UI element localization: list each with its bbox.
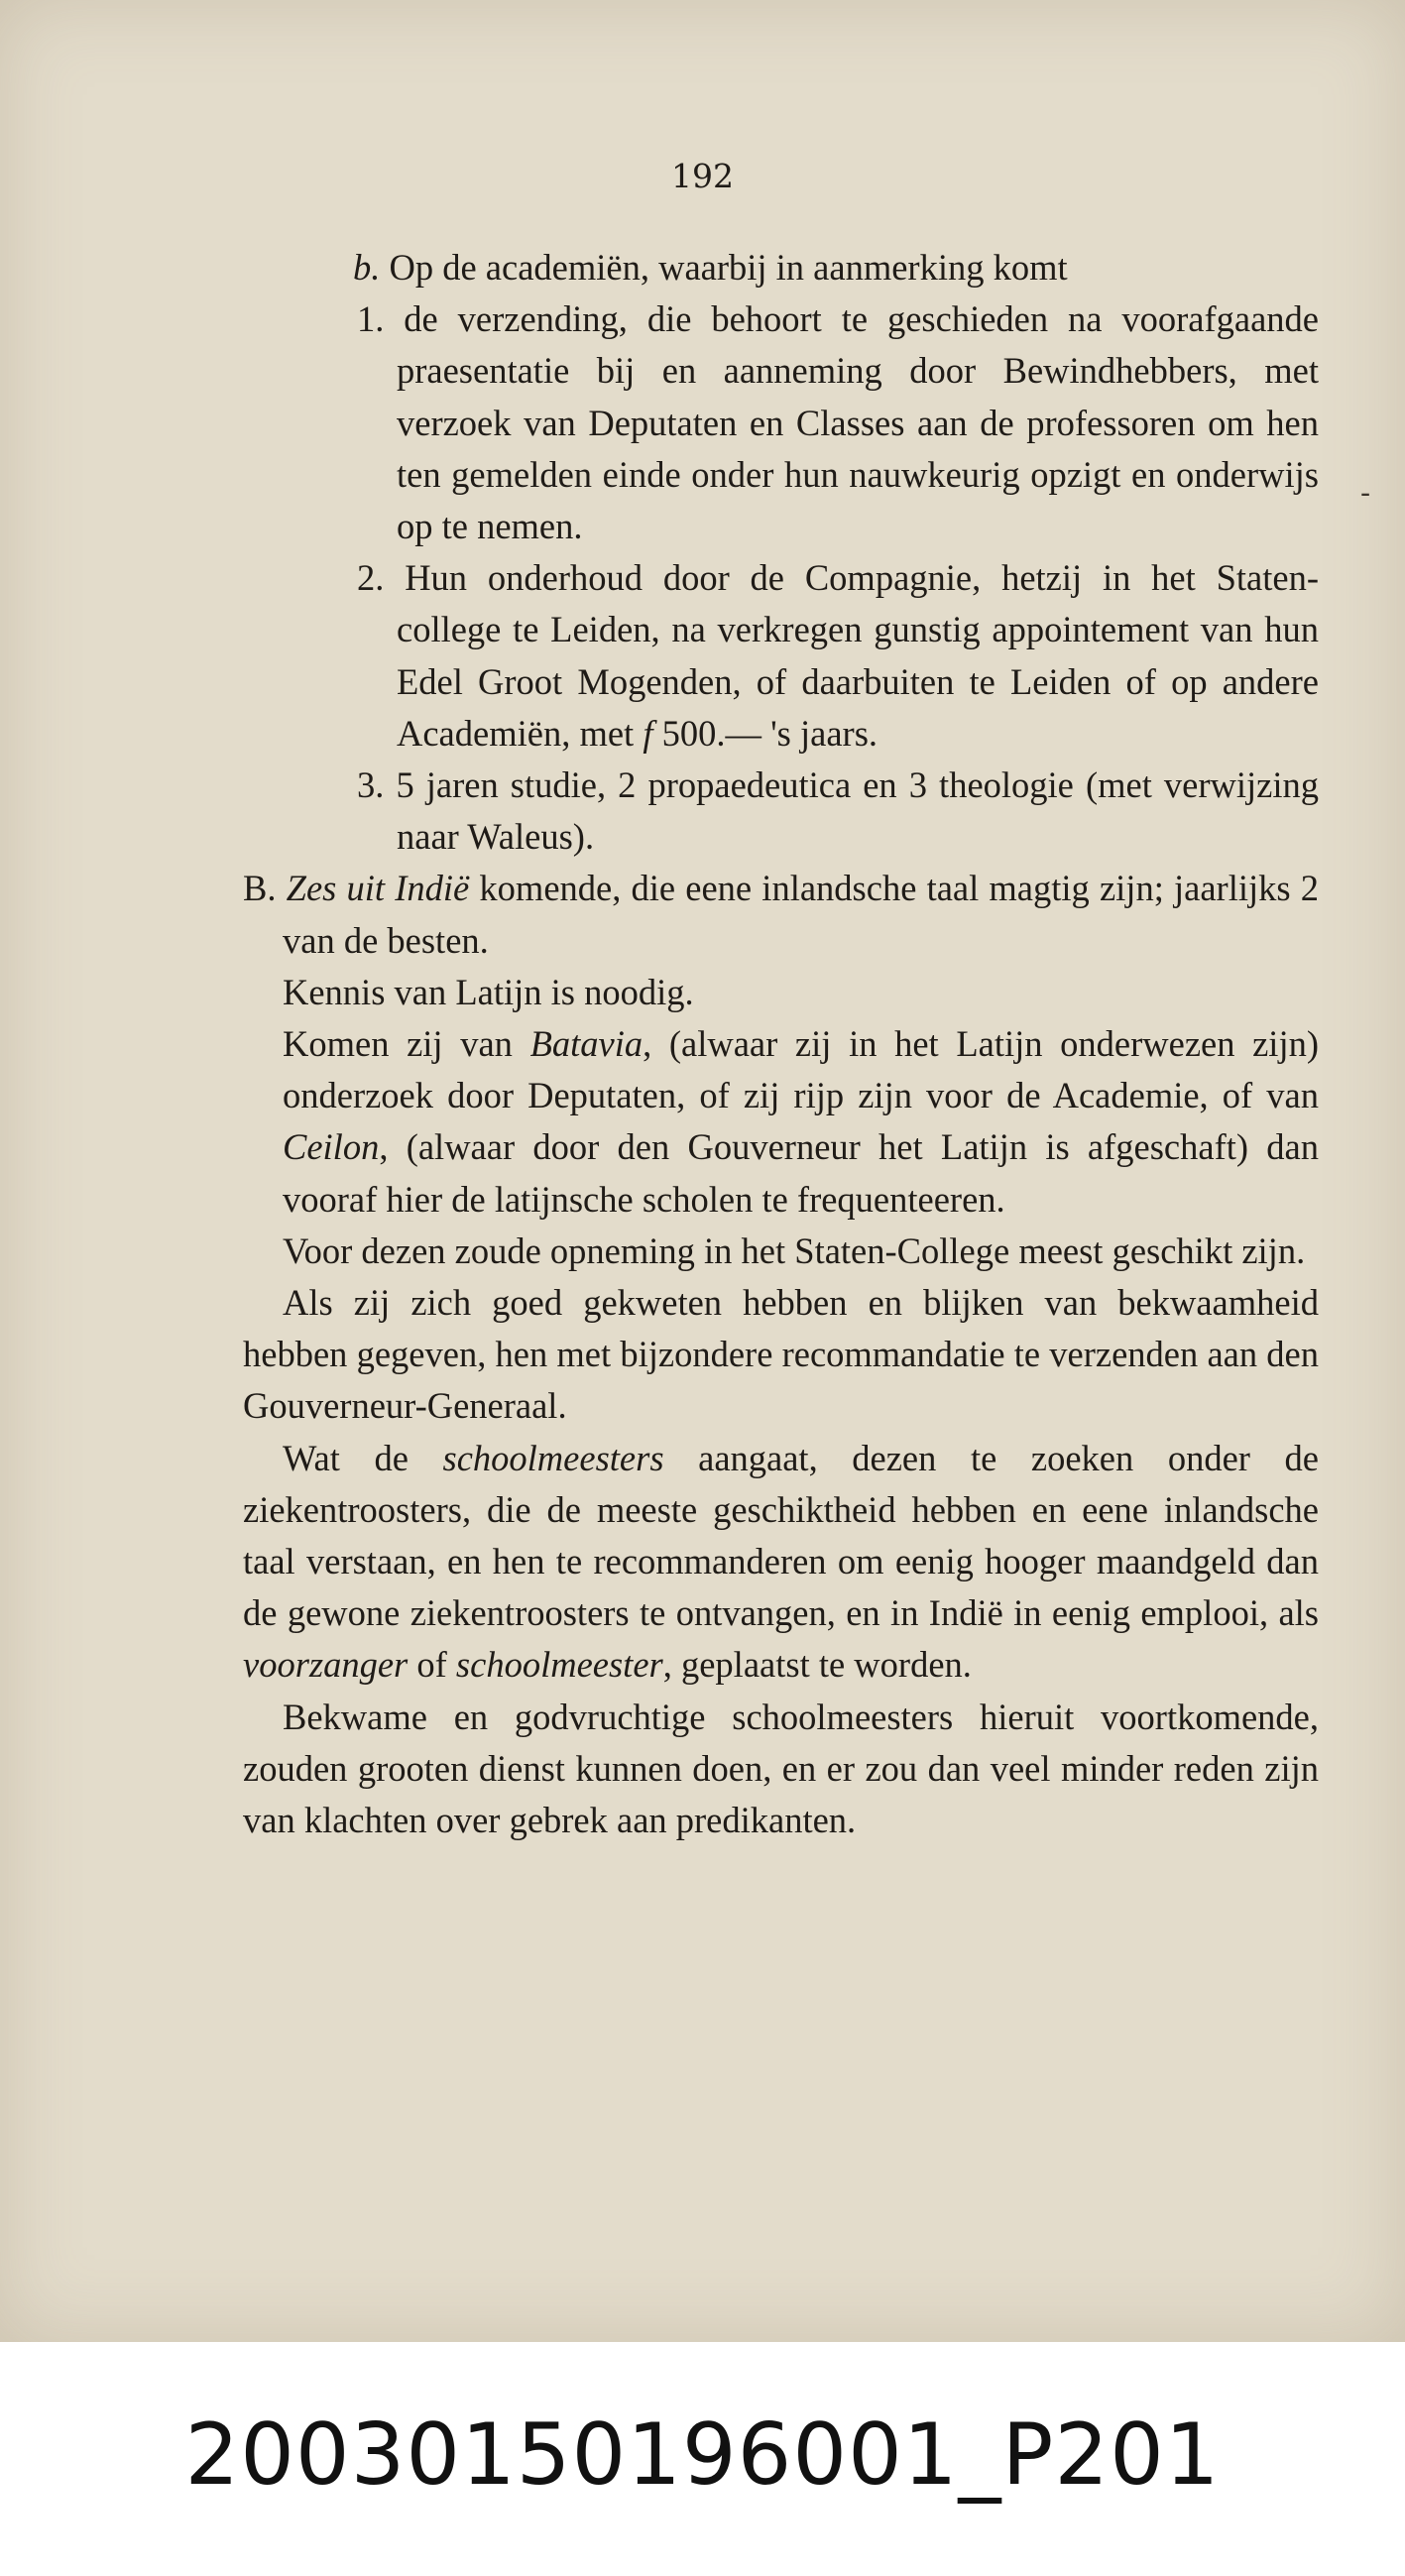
text-run: komende, die eene inlandsche taal magtig zijn; jaarlijks 2 van de besten.	[283, 868, 1320, 961]
text-run: aangaat, dezen te zoeken onder de ziekentroosters, die de meeste geschiktheid hebben en eene inlandsche taal verstaan, en hen te recommanderen om eenig hooger maandgeld dan de gewone ziekentroosters te ontvangen, en in Indië in eenig emplooi, als	[243, 1437, 1319, 1634]
scan-identifier: 20030150196001_P201	[184, 2405, 1221, 2505]
text-run: 1. de verzending, die behoort te geschieden na voorafgaande praesentatie bij en aanneming door Bewindhebbers, met verzoek van Deputaten en Classes aan de professoren om hen ten gemelden einde onder hun nauwkeurig opzigt en onderwijs op te nemen.	[357, 298, 1319, 547]
text-run: Als zij zich goed gekweten hebben en blijken van bekwaamheid hebben gegeven, hen met bijzondere recommandatie te verzenden aan den Gouverneur-Generaal.	[243, 1282, 1319, 1427]
text-run: 3. 5 jaren studie, 2 propaedeutica en 3 theologie (met verwijzing naar Waleus).	[357, 764, 1319, 858]
text-run: of	[408, 1644, 456, 1686]
section-b-heading	[243, 242, 1319, 293]
italic-run: schoolmeester	[455, 1644, 663, 1686]
text-run: , (alwaar zij in het Latijn onderwezen zijn) onderzoek door Deputaten, of zij rijp zijn voor de Academie, of van	[283, 1023, 1319, 1116]
section-B-latin-note	[243, 967, 1319, 1018]
italic-run: Batavia	[529, 1023, 644, 1065]
text-run: Kennis van Latijn is noodig.	[283, 971, 694, 1012]
text-run: 500.— 's jaars.	[652, 712, 878, 754]
paragraph-voor-dezen	[243, 1226, 1319, 1277]
text-run: 2. Hun onderhoud door de Compagnie, hetzij in het Staten-college te Leiden, na verkregen gunstig appointement van hun Edel Groot Mogenden, of daarbuiten te Leiden of op andere Academiën, met	[357, 557, 1319, 754]
paragraph-bekwame	[243, 1692, 1319, 1847]
text-run: Bekwame en godvruchtige schoolmeesters hieruit voortkomende, zouden grooten dienst kunnen doen, en er zou dan veel minder reden zijn van klachten over gebrek aan predikanten.	[243, 1696, 1319, 1841]
text-run: , (alwaar door den Gouverneur het Latijn is afgeschaft) dan vooraf hier de latijnsche scholen te frequenteeren.	[283, 1126, 1319, 1220]
section-B-heading	[243, 863, 1319, 966]
text-run: Komen zij van	[283, 1023, 530, 1065]
section-b-item-2	[243, 552, 1319, 760]
text-run: , geplaatst te worden.	[662, 1644, 972, 1686]
page-number: 192	[671, 157, 734, 195]
text-run: Voor dezen zoude opneming in het Staten-College meest geschikt zijn.	[283, 1229, 1306, 1271]
paragraph-als-zij	[243, 1277, 1319, 1433]
body-text	[243, 242, 1319, 1846]
italic-run: voorzanger	[243, 1644, 409, 1686]
text-run: Op de academiën, waarbij in aanmerking komt	[380, 247, 1068, 288]
section-b-item-1	[243, 293, 1319, 552]
paragraph-schoolmeesters	[243, 1433, 1319, 1692]
section-b-item-3	[243, 760, 1319, 863]
text-run: B.	[243, 868, 287, 909]
margin-mark: -	[1360, 476, 1371, 511]
section-B-komen-paragraph	[243, 1018, 1319, 1226]
italic-run: Zes uit Indië	[286, 868, 470, 909]
italic-run: f	[643, 712, 653, 754]
italic-run: schoolmeesters	[442, 1437, 664, 1478]
italic-run: Ceilon	[283, 1126, 380, 1168]
italic-run: b.	[353, 247, 381, 288]
text-run: Wat de	[283, 1437, 443, 1478]
